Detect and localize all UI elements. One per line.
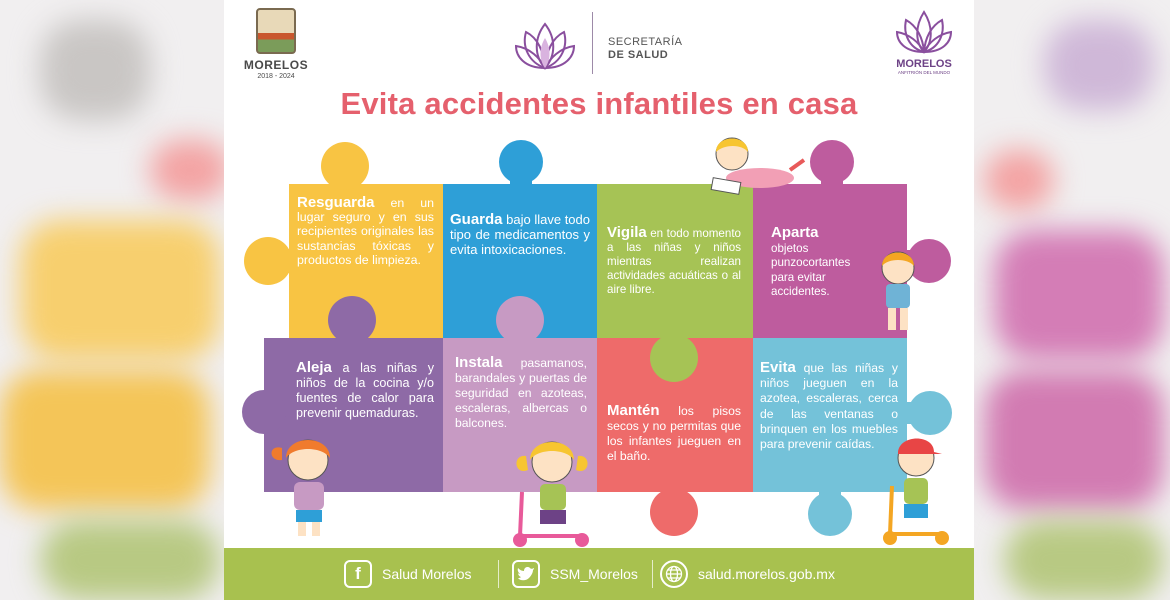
piece-keyword: Aparta — [771, 224, 819, 241]
piece-keyword: Instala — [455, 354, 503, 371]
poster — [224, 0, 974, 600]
kid-scooter-girl-illustration — [500, 432, 604, 550]
footer-twitter[interactable] — [512, 560, 638, 588]
footer-facebook[interactable] — [344, 560, 472, 588]
piece-body: bajo llave todo tipo de medicamentos y evita intoxicaciones. — [450, 212, 590, 257]
kid-reading-illustration — [702, 130, 812, 206]
piece-text-aparta — [771, 226, 857, 300]
footer-twitter-label: SSM_Morelos — [550, 566, 638, 582]
piece-text-instala — [455, 355, 587, 431]
piece-body: pasamanos, barandales y puertas de seguridad en azoteas, escaleras, albercas o balcones. — [455, 356, 587, 430]
piece-body: a las niñas y niños de la cocina y/o fuentes de calor para prevenir quemaduras. — [296, 361, 434, 420]
piece-text-vigila — [607, 226, 741, 297]
piece-body: que las niñas y niños jueguen en la azotea, escaleras, cerca de las ventanas o brinquen en los muebles para prevenir caídas. — [760, 361, 898, 452]
footer-divider — [652, 560, 653, 588]
logo-right-tagline: ANFITRIÓN DEL MUNDO — [897, 70, 951, 75]
piece-body: los pisos secos y no permitas que los infantes jueguen en el baño. — [607, 404, 741, 463]
piece-text-aleja — [296, 360, 434, 421]
piece-keyword: Guarda — [450, 211, 503, 228]
logo-center-line2: DE SALUD — [608, 49, 669, 61]
blurred-backdrop-left — [0, 0, 224, 600]
piece-text-resguarda — [297, 196, 434, 267]
piece-text-manten — [607, 403, 741, 464]
piece-keyword: Resguarda — [297, 194, 375, 211]
footer-facebook-label: Salud Morelos — [382, 566, 472, 582]
piece-body: objetos punzocortantes para evitar accidentes. — [771, 241, 851, 298]
piece-body: en todo momento a las niñas y niños mientras realizan actividades acuáticas o al aire libre. — [607, 227, 741, 296]
logo-left-name: MORELOS — [243, 58, 309, 72]
kid-girl-pointing-illustration — [264, 428, 344, 540]
piece-body: en un lugar seguro y en sus recipientes originales las sustancias tóxicas y productos de limpieza. — [297, 196, 434, 267]
twitter-icon — [512, 560, 540, 588]
kid-running-illustration — [864, 246, 930, 338]
page-title: Evita accidentes infantiles en casa — [340, 86, 858, 121]
piece-keyword: Evita — [760, 359, 796, 376]
piece-keyword: Mantén — [607, 402, 660, 419]
footer-web[interactable] — [660, 560, 835, 588]
kid-scooter-boy-illustration — [870, 430, 954, 548]
footer-bar — [224, 548, 974, 600]
piece-keyword: Vigila — [607, 224, 647, 241]
footer-divider — [498, 560, 499, 588]
blurred-backdrop-right — [974, 0, 1170, 600]
logo-right-name: MORELOS — [896, 58, 952, 70]
piece-text-guarda — [450, 212, 590, 257]
globe-icon — [660, 560, 688, 588]
footer-web-label: salud.morelos.gob.mx — [698, 566, 835, 582]
logo-center-line1: SECRETARÍA — [608, 36, 683, 48]
facebook-icon: f — [344, 560, 372, 588]
piece-keyword: Aleja — [296, 359, 332, 376]
logo-left-years: 2018 - 2024 — [257, 73, 295, 80]
